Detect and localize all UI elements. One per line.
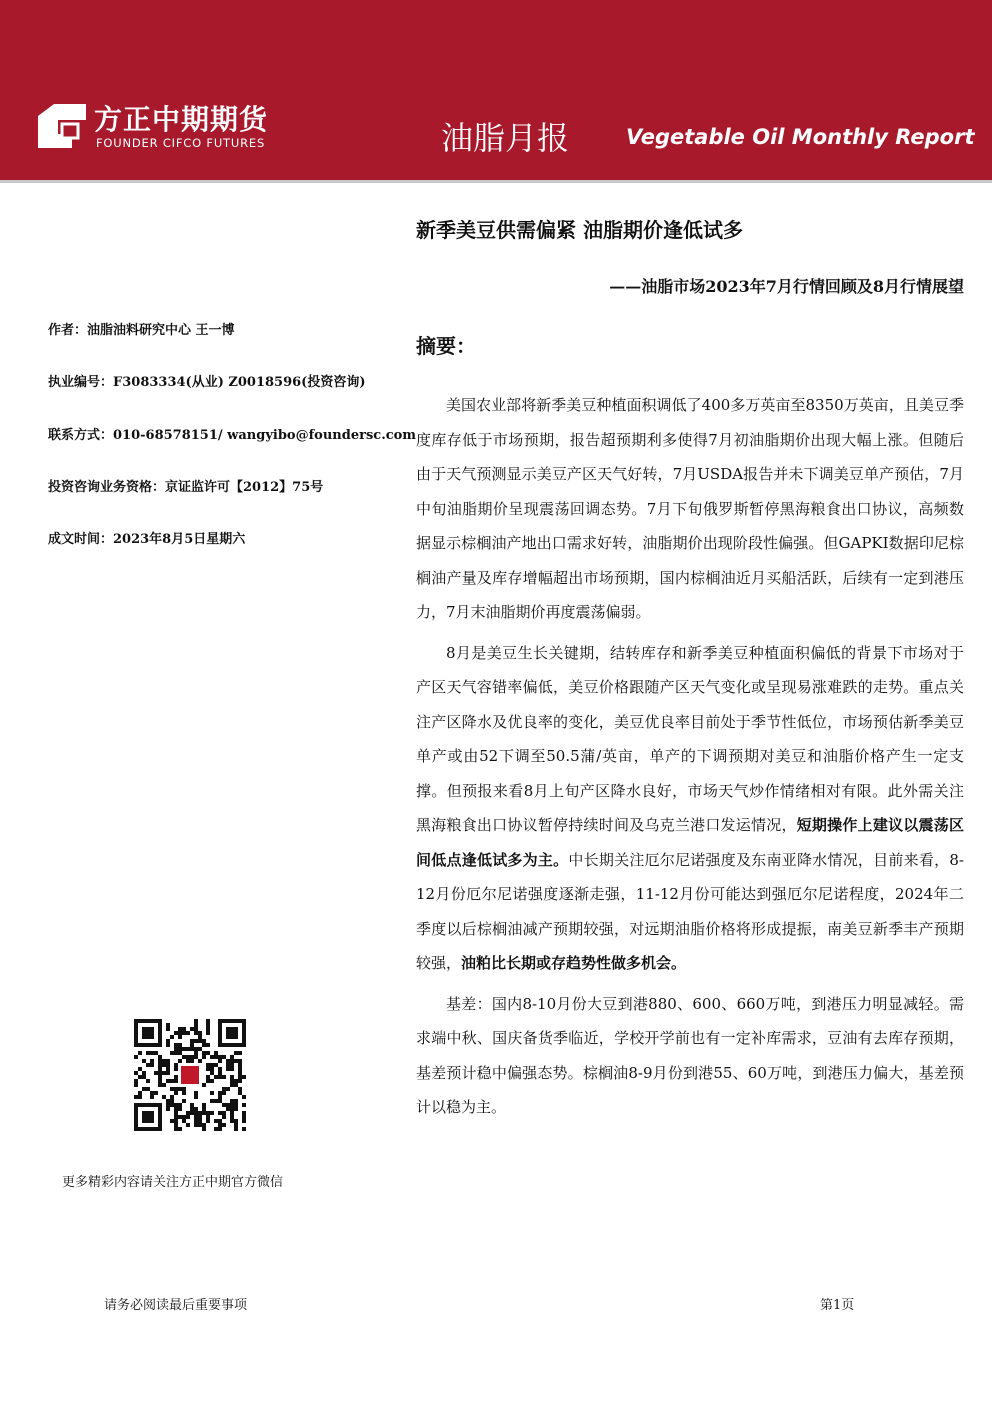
report-subtitle: ——油脂市场2023年7月行情回顾及8月行情展望 bbox=[609, 277, 964, 296]
paragraph-2-text-a: 8月是美豆生长关键期，结转库存和新季美豆种植面积偏低的背景下市场对于产区天气容错率偏低，美豆价格跟随产区天气变化或呈现易涨难跌的走势。重点关注产区降水及优良率的变化，美豆优良率目前处于季节性低位，市场预估新季美豆单产或由52下调至50.5蒲/英亩，单产的下调预期对美豆和油脂价格产生一定支撑。但预报来看8月上旬产区降水良好，市场天气炒作情绪相对有限。此外需关注黑海粮食出口协议暂停持续时间及乌克兰港口发运情况， bbox=[416, 643, 964, 834]
logo-chinese-name: 方正中期期货 bbox=[94, 103, 269, 136]
report-type-chinese: 油脂月报 bbox=[441, 119, 570, 157]
report-title: 新季美豆供需偏紧 油脂期价逢低试多 bbox=[416, 218, 743, 242]
qualification-line: 投资咨询业务资格：京证监许可【2012】75号 bbox=[48, 480, 324, 495]
contact-line[interactable]: 联系方式：010-68578151/ wangyibo@foundersc.com bbox=[48, 428, 417, 443]
abstract-paragraph-1: 美国农业部将新季美豆种植面积调低了400多万英亩至8350万英亩，且美豆季度库存低于市场预期，报告超预期利多使得7月初油脂期价出现大幅上涨。但随后由于天气预测显示美豆产区天气好转，7月USDA报告并未下调美豆单产预估，7月中旬油脂期价呈现震荡回调态势。7月下旬俄罗斯暂停黑海粮食出口协议，高频数据显示棕榈油产地出口需求好转，油脂期价出现阶段性偏强。但GAPKI数据印尼棕榈油产量及库存增幅超出市场预期，国内棕榈油近月买船活跃，后续有一定到港压力，7月末油脂期价再度震荡偏弱。 bbox=[416, 396, 964, 621]
author-line: 作者：油脂油料研究中心 王一博 bbox=[48, 323, 235, 338]
date-line: 成文时间：2023年8月5日星期六 bbox=[48, 532, 246, 547]
logo-english-name: FOUNDER CIFCO FUTURES bbox=[96, 136, 266, 150]
page-number: 第1页 bbox=[820, 1298, 855, 1313]
report-type-english: Vegetable Oil Monthly Report bbox=[626, 125, 975, 149]
paragraph-2-text-b: 中长期关注厄尔尼诺强度及东南亚降水情况，目前来看，8-12月份厄尔尼诺强度逐渐走强，11-12月份可能达到强厄尔尼诺程度，2024年二季度以后棕榈油减产预期较强，对远期油脂价格将形成提振，南美豆新季丰产预期较强， bbox=[416, 850, 964, 972]
license-line: 执业编号：F3083334(从业) Z0018596(投资咨询) bbox=[48, 375, 366, 390]
header-divider bbox=[0, 180, 992, 183]
paragraph-2-bold-opportunity: 油粕比长期或存趋势性做多机会。 bbox=[461, 954, 687, 972]
qr-caption: 更多精彩内容请关注方正中期官方微信 bbox=[62, 1175, 284, 1190]
footer-notice: 请务必阅读最后重要事项 bbox=[104, 1298, 248, 1313]
wechat-qr-code-icon bbox=[134, 1019, 246, 1131]
abstract-paragraph-3: 基差：国内8-10月份大豆到港880、600、660万吨，到港压力明显减轻。需求端中秋、国庆备货季临近，学校开学前也有一定补库需求，豆油有去库存预期，基差预计稳中偏强态势。棕榈油8-9月份到港55、60万吨，到港压力偏大，基差预计以稳为主。 bbox=[416, 994, 964, 1116]
header-banner bbox=[0, 0, 992, 180]
abstract-paragraph-2 bbox=[416, 636, 964, 981]
founder-logo-icon bbox=[38, 104, 86, 148]
paragraph-2-bold-recommendation: 短期操作上建议以震荡区间低点逢低试多为主。 bbox=[416, 816, 964, 869]
abstract-heading: 摘要： bbox=[416, 334, 476, 358]
abstract-body bbox=[416, 388, 964, 1131]
